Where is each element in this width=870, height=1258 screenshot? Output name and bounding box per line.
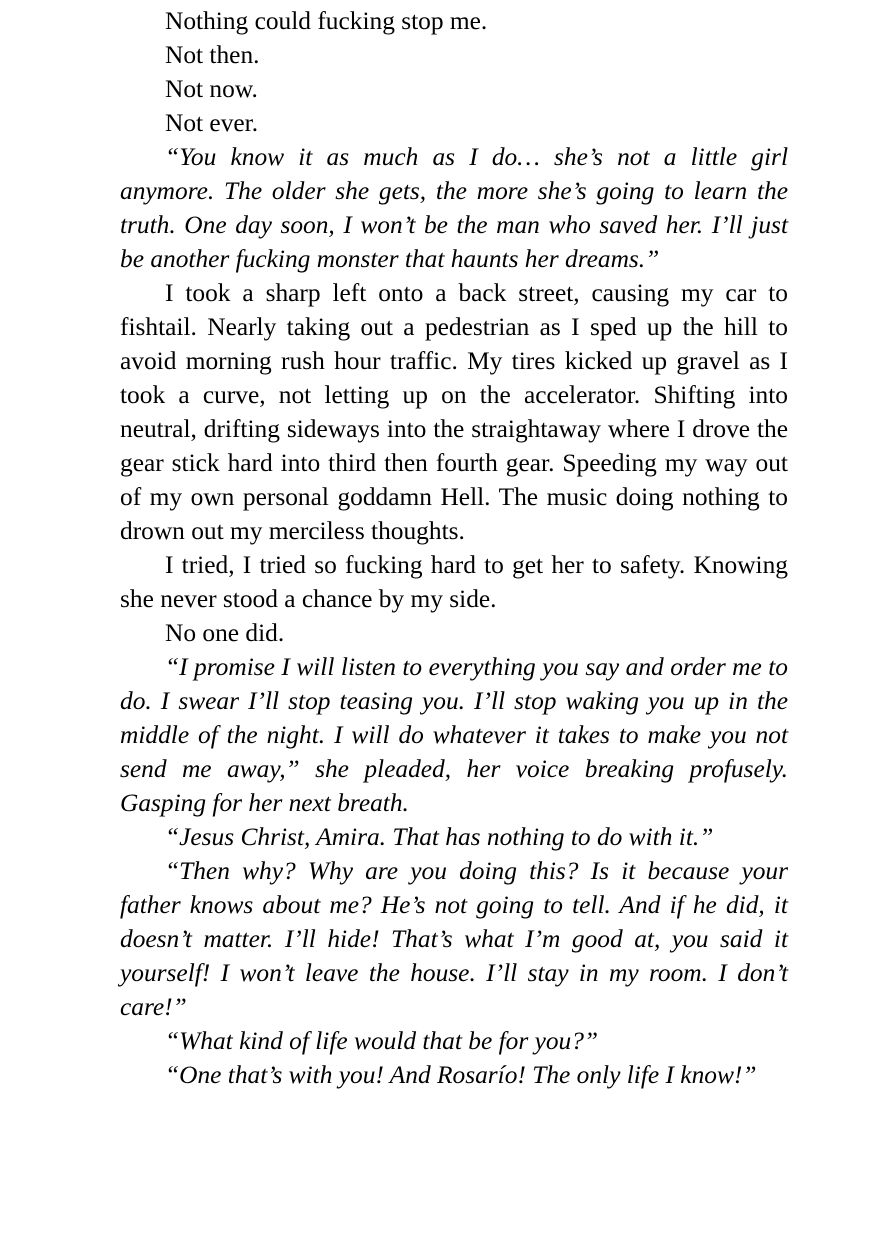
italic-paragraph: “I promise I will listen to everything you say and order me to do. I swear I’ll stop teasing you. I’ll stop waking you up in the middle of the night. I will do whatever it takes to make you not send me away,” she pleaded, her voice breaking profusely. Gasping for her next breath. [120,653,788,817]
italic-paragraph: “Jesus Christ, Amira. That has nothing to do with it.” [165,823,714,851]
paragraph: Not then. [165,41,260,69]
paragraph: Not ever. [165,109,259,137]
italic-paragraph: “You know it as much as I do… she’s not a little girl anymore. The older she gets, the more she’s going to learn the truth. One day soon, I won’t be the man who saved her. I’ll just be another fucking monster that haunts her dreams.” [120,143,788,273]
book-page [120,4,788,1092]
paragraph: Not now. [165,75,258,103]
paragraph: Nothing could fucking stop me. [165,7,488,35]
italic-paragraph: “One that’s with you! And Rosarío! The only life I know!” [165,1061,757,1089]
paragraph: I took a sharp left onto a back street, causing my car to fishtail. Nearly taking out a pedestrian as I sped up the hill to avoid morning rush hour traffic. My tires kicked up gravel as I took a curve, not letting up on the accelerator. Shifting into neutral, drifting sideways into the straightaway where I drove the gear stick hard into third then fourth gear. Speeding my way out of my own personal goddamn Hell. The music doing nothing to drown out my merciless thoughts. [120,279,788,545]
paragraph: No one did. [165,619,285,647]
italic-paragraph: “What kind of life would that be for you?” [165,1027,599,1055]
paragraph: I tried, I tried so fucking hard to get her to safety. Knowing she never stood a chance by my side. [120,551,788,613]
italic-paragraph: “Then why? Why are you doing this? Is it because your father knows about me? He’s not going to tell. And if he did, it doesn’t matter. I’ll hide! That’s what I’m good at, you said it yourself! I won’t leave the house. I’ll stay in my room. I don’t care!” [120,857,788,1021]
